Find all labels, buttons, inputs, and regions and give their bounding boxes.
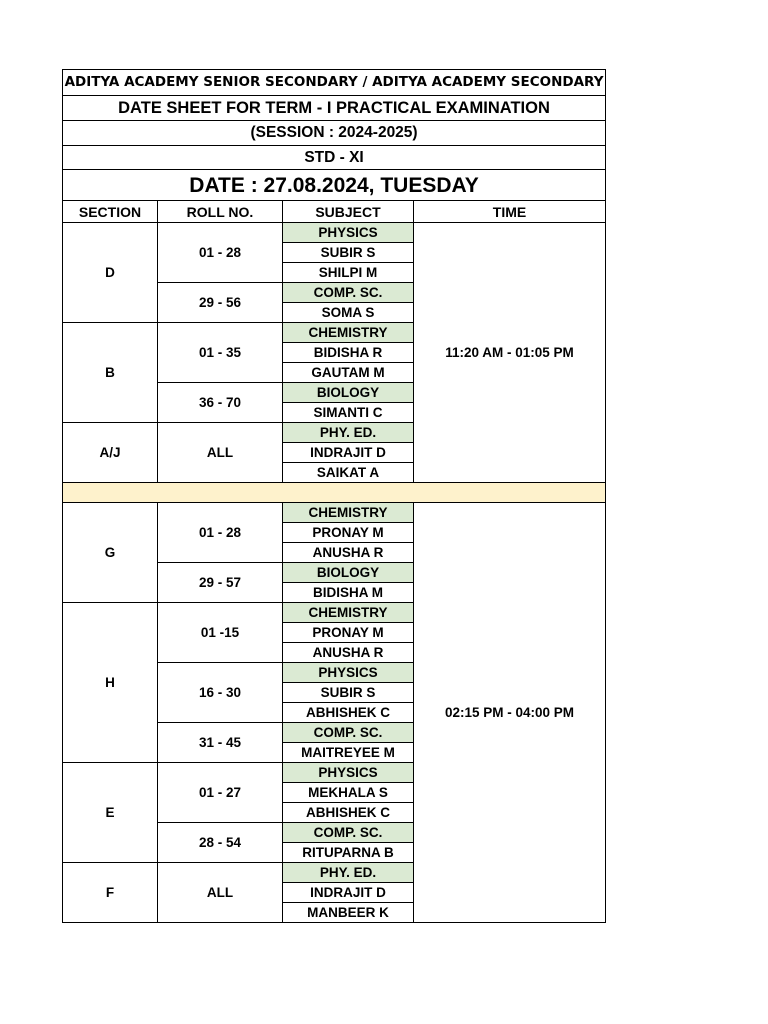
teacher-cell: BIDISHA R	[283, 343, 414, 363]
roll-number-cell: 29 - 56	[158, 283, 283, 323]
roll-number-cell: 01 - 28	[158, 223, 283, 283]
subject-cell: COMP. SC.	[283, 723, 414, 743]
roll-number-cell: 29 - 57	[158, 563, 283, 603]
section-cell: B	[63, 323, 158, 423]
teacher-cell: ANUSHA R	[283, 543, 414, 563]
roll-number-cell: 31 - 45	[158, 723, 283, 763]
teacher-cell: SOMA S	[283, 303, 414, 323]
subject-cell: CHEMISTRY	[283, 603, 414, 623]
school-row	[63, 70, 606, 96]
roll-column-header: ROLL NO.	[158, 201, 283, 223]
roll-number-cell: 16 - 30	[158, 663, 283, 723]
teacher-cell: MEKHALA S	[283, 783, 414, 803]
school-name: ADITYA ACADEMY SENIOR SECONDARY / ADITYA ACADEMY SECONDARY	[63, 70, 606, 96]
section-cell: F	[63, 863, 158, 923]
roll-number-cell: 01 - 27	[158, 763, 283, 823]
subject-column-header: SUBJECT	[283, 201, 414, 223]
teacher-cell: SAIKAT A	[283, 463, 414, 483]
roll-number-cell: ALL	[158, 863, 283, 923]
roll-number-cell: 01 -15	[158, 603, 283, 663]
subject-cell: COMP. SC.	[283, 283, 414, 303]
teacher-cell: SIMANTI C	[283, 403, 414, 423]
teacher-cell: SUBIR S	[283, 683, 414, 703]
section-cell: D	[63, 223, 158, 323]
section-cell: E	[63, 763, 158, 863]
teacher-cell: MAITREYEE M	[283, 743, 414, 763]
teacher-cell: BIDISHA M	[283, 583, 414, 603]
subject-cell: PHY. ED.	[283, 863, 414, 883]
teacher-cell: SHILPI M	[283, 263, 414, 283]
teacher-cell: SUBIR S	[283, 243, 414, 263]
subject-cell: PHY. ED.	[283, 423, 414, 443]
roll-number-cell: ALL	[158, 423, 283, 483]
roll-number-cell: 01 - 28	[158, 503, 283, 563]
roll-number-cell: 01 - 35	[158, 323, 283, 383]
teacher-cell: GAUTAM M	[283, 363, 414, 383]
teacher-cell: PRONAY M	[283, 523, 414, 543]
teacher-cell: INDRAJIT D	[283, 883, 414, 903]
subject-cell: BIOLOGY	[283, 563, 414, 583]
std-row	[63, 146, 606, 170]
date-row	[63, 170, 606, 201]
subject-cell: COMP. SC.	[283, 823, 414, 843]
date-sheet-table	[62, 69, 606, 923]
section-cell: G	[63, 503, 158, 603]
separator-row	[63, 483, 606, 503]
section-cell: A/J	[63, 423, 158, 483]
section-column-header: SECTION	[63, 201, 158, 223]
session-label: (SESSION : 2024-2025)	[63, 121, 606, 146]
section-cell: H	[63, 603, 158, 763]
session-row	[63, 121, 606, 146]
subject-cell: CHEMISTRY	[283, 503, 414, 523]
subject-cell: PHYSICS	[283, 223, 414, 243]
teacher-cell: INDRAJIT D	[283, 443, 414, 463]
teacher-cell: ANUSHA R	[283, 643, 414, 663]
roll-number-cell: 36 - 70	[158, 383, 283, 423]
exam-date: DATE : 27.08.2024, TUESDAY	[63, 170, 606, 201]
separator-cell	[63, 483, 606, 503]
std-label: STD - XI	[63, 146, 606, 170]
teacher-cell: PRONAY M	[283, 623, 414, 643]
teacher-cell: MANBEER K	[283, 903, 414, 923]
subject-cell: PHYSICS	[283, 663, 414, 683]
time-cell: 11:20 AM - 01:05 PM	[414, 223, 606, 483]
teacher-cell: ABHISHEK C	[283, 703, 414, 723]
subject-cell: PHYSICS	[283, 763, 414, 783]
table-row	[63, 223, 606, 243]
table-row	[63, 503, 606, 523]
subject-cell: CHEMISTRY	[283, 323, 414, 343]
roll-number-cell: 28 - 54	[158, 823, 283, 863]
subject-cell: BIOLOGY	[283, 383, 414, 403]
time-cell: 02:15 PM - 04:00 PM	[414, 503, 606, 923]
teacher-cell: ABHISHEK C	[283, 803, 414, 823]
sheet-title: DATE SHEET FOR TERM - I PRACTICAL EXAMINATION	[63, 96, 606, 121]
time-column-header: TIME	[414, 201, 606, 223]
teacher-cell: RITUPARNA B	[283, 843, 414, 863]
title-row	[63, 96, 606, 121]
column-header-row	[63, 201, 606, 223]
